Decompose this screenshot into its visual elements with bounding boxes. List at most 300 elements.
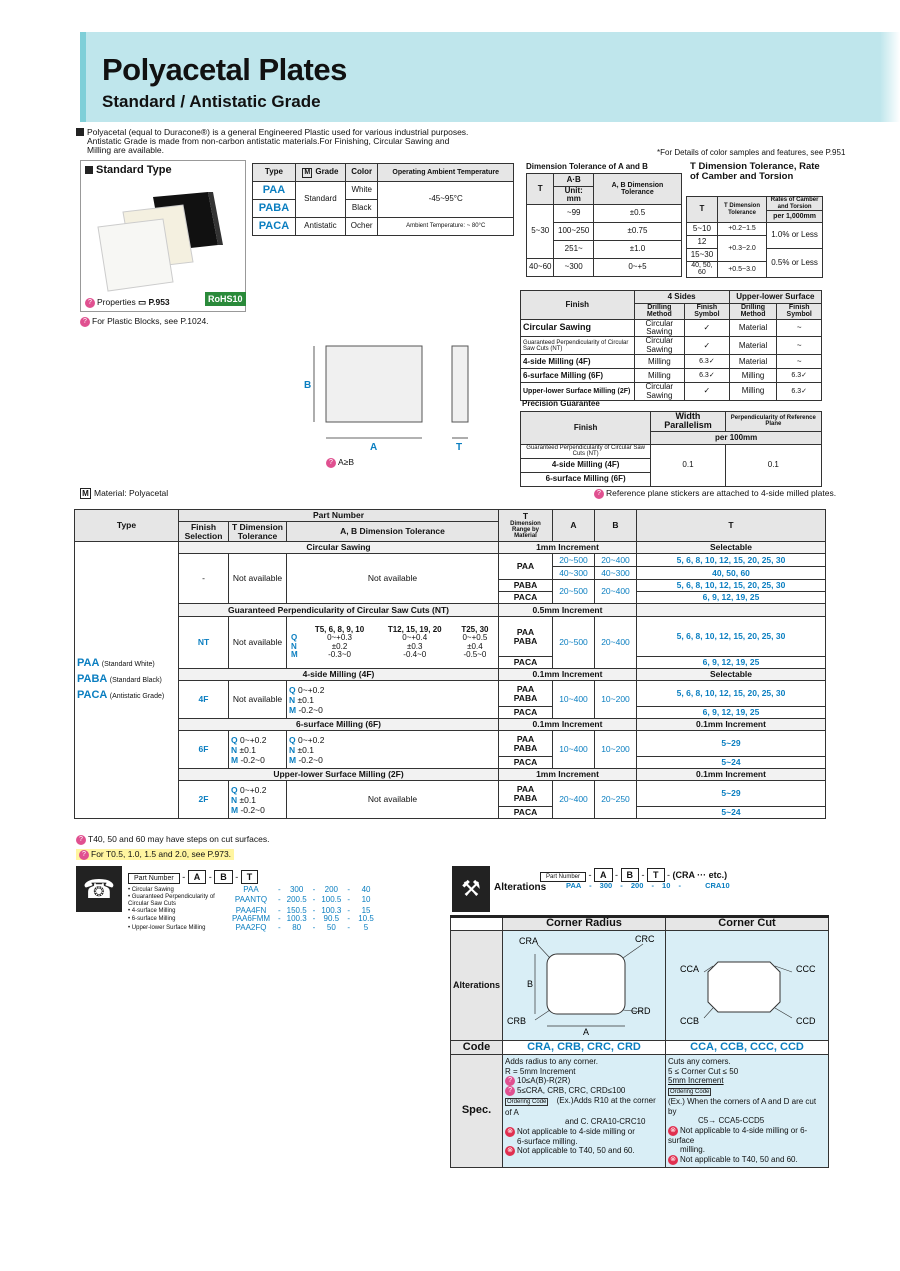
cca-label: CCA	[680, 964, 700, 975]
table-cell: • 4-surface Milling	[128, 908, 176, 915]
rohs-badge: RoHS10	[205, 292, 246, 306]
dim-a-label: A	[370, 442, 378, 453]
text-value: R = 5mm Increment	[505, 1066, 576, 1076]
text-value: PABA	[513, 792, 538, 803]
table-cell: Material	[729, 319, 777, 337]
text-value: (CRA ··· etc.)	[672, 870, 728, 880]
text-value: N	[289, 694, 296, 705]
table-cell: Upper-lower Surface Milling (2F)	[521, 383, 635, 401]
table-cell: 6F	[179, 731, 229, 769]
text-value: PABA	[513, 692, 538, 703]
table-cell: 15~30	[687, 249, 718, 262]
table-cell: Guaranteed Perpendicularity of Circular Saw Cuts (NT)	[521, 337, 635, 355]
page-title: Polyacetal Plates	[102, 52, 347, 87]
table-cell: ~	[777, 319, 822, 337]
text-value: T	[647, 868, 665, 882]
table-cell: 20~500	[553, 580, 595, 604]
table-cell	[229, 731, 287, 769]
table-cell: Milling	[634, 355, 685, 369]
text-value: M	[231, 754, 239, 765]
text-value: (Standard White)	[101, 661, 155, 668]
text-value: 0~+0.2	[240, 784, 267, 795]
order-examples-table	[126, 886, 380, 932]
table-cell: ✓	[685, 383, 730, 401]
text-value: ±0.1	[239, 794, 256, 805]
material-note	[80, 488, 168, 499]
text-value: PACA	[77, 689, 108, 701]
type-table	[252, 163, 514, 236]
table-cell	[229, 781, 287, 819]
table-cell: Circular Sawing	[521, 319, 635, 337]
table-cell: ±0.4	[467, 641, 483, 651]
crb-label: CRB	[507, 1016, 527, 1027]
text-value: -	[235, 872, 239, 882]
text-value: PAA	[77, 657, 100, 669]
table-cell: 4 Sides	[634, 291, 729, 304]
text-value: and C. CRA10-CRC10	[565, 1117, 646, 1126]
table-cell: ~300	[554, 258, 593, 276]
table-cell: T	[687, 197, 718, 223]
table-cell	[499, 617, 553, 657]
table-cell: 5~10	[687, 223, 718, 236]
text-value: A≥B	[338, 457, 355, 467]
table-cell: 6-surface Milling (6F)	[521, 369, 635, 383]
text-value: PAA	[516, 626, 535, 637]
ccc-label: CCC	[796, 964, 816, 975]
table-cell: 5~29	[637, 731, 826, 757]
table-cell: PACA	[253, 218, 296, 236]
table-cell: Finish	[521, 412, 651, 445]
table-cell: 20~400	[595, 554, 637, 567]
table-cell: Upper-lower Surface	[729, 291, 821, 304]
table-cell	[287, 731, 499, 769]
table-cell: PABA	[253, 200, 296, 218]
table-cell: 0.5mm Increment	[499, 604, 637, 617]
table-cell: Circular Sawing	[634, 383, 685, 401]
table-cell: PAA2FQ	[235, 922, 267, 932]
table-cell	[499, 781, 553, 807]
text-value: (Antistatic Grade)	[109, 693, 165, 700]
text-value: A	[594, 868, 613, 882]
table-cell: -	[347, 922, 351, 932]
text-value: B	[214, 870, 233, 884]
table-cell: -	[278, 905, 281, 915]
precision-note	[594, 488, 836, 499]
table-cell: 40	[361, 885, 371, 894]
text-value: PABA	[513, 742, 538, 753]
text-value: (Standard Black)	[109, 677, 162, 684]
text-value: 5 ≤ Corner Cut ≤ 50	[668, 1066, 739, 1076]
table-cell: 40, 50, 60	[637, 567, 826, 580]
table-cell: 6-surface Milling (6F)	[521, 472, 651, 486]
corner-radius-diagram	[505, 932, 663, 1036]
table-cell: +0.5~3.0	[717, 262, 766, 278]
text-value: 200	[630, 881, 644, 890]
table-cell: PACA	[499, 657, 553, 669]
note-thin-plates	[76, 849, 234, 860]
spec-corner-radius	[503, 1055, 666, 1168]
table-cell: 40~60	[527, 258, 554, 276]
crc-label: CRC	[635, 934, 655, 945]
diagram-a-label: A	[583, 1027, 590, 1037]
text-value: PAA	[516, 733, 535, 744]
order-header	[128, 870, 258, 884]
text-value: PABA	[77, 673, 108, 685]
text-value: Not applicable to T40, 50 and 60.	[517, 1146, 635, 1156]
table-cell: PAA	[243, 885, 259, 894]
note-icon: ?	[79, 850, 89, 860]
table-cell: 4-side Milling (4F)	[521, 355, 635, 369]
table-cell: • Upper-lower Surface Milling	[128, 924, 206, 931]
table-cell: 40~300	[553, 567, 595, 580]
text-value: ±0.1	[239, 744, 256, 755]
precision-table	[520, 411, 822, 487]
table-cell: 80	[292, 922, 302, 932]
bullet-square-icon	[76, 128, 84, 136]
dim-tol-table	[526, 173, 682, 277]
table-cell: Guaranteed Perpendicularity of Circular Saw Cuts (NT)	[179, 604, 499, 617]
table-cell: Spec.	[451, 1055, 503, 1168]
text-value: Standard Type	[96, 164, 172, 176]
table-cell: A, B Dimension Tolerance	[287, 522, 499, 542]
table-cell: 0~+5	[593, 258, 681, 276]
table-cell: -0.5~0	[463, 649, 487, 659]
table-cell: -0.4~0	[403, 649, 427, 659]
table-cell: Selectable	[637, 669, 826, 681]
m-mark-icon: M	[302, 168, 312, 178]
table-cell: 6, 9, 12, 19, 25	[637, 707, 826, 719]
table-cell: 100.3	[321, 905, 342, 915]
text-value: -	[182, 872, 186, 882]
table-cell: 90.5	[323, 914, 340, 924]
table-cell: -	[278, 885, 281, 894]
text-value: For T0.5, 1.0, 1.5 and 2.0, see P.973.	[91, 849, 232, 859]
table-cell: 20~400	[595, 580, 637, 604]
m-mark-icon: M	[80, 488, 91, 499]
text-value: Not applicable to 4-side milling or 6-surface	[668, 1125, 808, 1145]
table-cell: 50	[326, 922, 336, 932]
table-cell: 0.1	[725, 444, 821, 486]
text-value: 5mm Increment	[668, 1076, 724, 1085]
table-cell: 150.5	[286, 905, 307, 915]
table-cell: Drilling Method	[729, 304, 777, 320]
text-value: C5→ CCA5-CCD5	[698, 1116, 765, 1125]
table-cell: T Dimension Tolerance	[229, 522, 287, 542]
table-cell: Black	[345, 200, 378, 218]
table-cell: M	[291, 649, 298, 659]
text-value: Q	[289, 734, 296, 745]
text-value: ±0.1	[297, 744, 314, 755]
table-cell: 40, 50, 60	[687, 262, 718, 278]
text-value: PABA	[513, 635, 538, 646]
table-cell: -	[312, 914, 316, 924]
note-icon: ?	[85, 298, 95, 308]
table-cell: -	[278, 922, 281, 932]
table-cell: Circular Sawing	[179, 542, 499, 554]
ccb-label: CCB	[680, 1016, 700, 1027]
text-value: M	[289, 704, 297, 715]
table-cell: T	[637, 510, 826, 542]
note-icon: ?	[594, 489, 604, 499]
text-value: (Ex.) When the corners of A and D are cut by	[668, 1097, 817, 1116]
spec-corner-cut	[666, 1055, 829, 1168]
table-cell	[499, 510, 553, 542]
text-value: 5≤CRA, CRB, CRC, CRD≤100	[517, 1086, 626, 1096]
table-cell: Not available	[287, 781, 499, 819]
table-cell: PACA	[499, 707, 553, 719]
table-cell: 251~	[554, 240, 593, 258]
t-tol-title: T Dimension Tolerance, Rate of Camber and Torsion	[690, 161, 820, 182]
text-value: T	[241, 870, 259, 884]
table-cell: 5, 6, 8, 10, 12, 15, 20, 25, 30	[637, 681, 826, 707]
alterations-example: Part Number - A - B - T - (CRA ··· etc.)	[540, 868, 727, 882]
header-gradient	[880, 32, 900, 122]
table-cell: Upper-lower Surface Milling (2F)	[179, 769, 499, 781]
text-value: T40, 50 and 60 may have steps on cut surfaces.	[88, 834, 270, 844]
header-banner	[80, 32, 900, 122]
text-value: 0~+0.2	[240, 734, 267, 745]
note-steps	[76, 834, 269, 845]
table-cell: 100.3	[286, 914, 307, 924]
table-cell: 12	[687, 236, 718, 249]
table-cell: ~99	[554, 204, 593, 222]
table-cell: 0~+0.5	[462, 633, 488, 643]
table-cell: -	[278, 914, 281, 924]
table-cell: Q	[291, 633, 298, 643]
table-cell: PAANTQ	[234, 895, 268, 905]
table-cell: +0.3~2.0	[717, 236, 766, 262]
text-value: Milling are available.	[87, 145, 165, 155]
table-cell: 20~500	[553, 554, 595, 567]
table-cell: 0.1	[651, 444, 725, 486]
text-value: -0.2~0	[240, 804, 265, 815]
table-cell: 100.5	[321, 895, 342, 905]
crd-label: CRD	[631, 1006, 651, 1017]
table-cell: PACA	[499, 757, 553, 769]
table-cell: PAA6FMM	[231, 914, 271, 924]
table-cell: Operating Ambient Temperature	[378, 164, 514, 182]
table-cell: PAA	[253, 182, 296, 200]
table-cell: Not available	[229, 554, 287, 604]
table-cell: +0.2~1.5	[717, 223, 766, 236]
table-cell	[295, 164, 345, 182]
table-cell: 4-side Milling (4F)	[179, 669, 499, 681]
table-cell: • 6-surface Milling	[128, 916, 176, 923]
text-value: B	[621, 868, 640, 882]
text-value: Properties	[97, 297, 136, 307]
not-applicable-icon: ⊗	[505, 1127, 515, 1137]
table-cell: per 1,000mm	[767, 211, 823, 223]
table-cell: -	[312, 885, 316, 894]
table-cell: 20~400	[595, 617, 637, 669]
properties-page-link[interactable]: P.953	[148, 297, 170, 307]
table-cell: Type	[75, 510, 179, 542]
table-cell: Not available	[287, 554, 499, 604]
text-value: N	[231, 794, 238, 805]
text-value: 300	[599, 881, 613, 890]
text-value: Not applicable to T40, 50 and 60.	[680, 1154, 798, 1164]
table-cell: ~	[777, 355, 822, 369]
table-cell: -	[312, 895, 316, 905]
text-value: M	[289, 754, 297, 765]
table-cell: Color	[345, 164, 378, 182]
text-value: N	[289, 744, 296, 755]
alterations-title: Alterations	[494, 882, 547, 893]
table-cell: Material	[729, 355, 777, 369]
text-value: Q	[231, 734, 238, 745]
precision-title: Precision Guarantee	[522, 399, 600, 408]
standard-type-box: Standard Type ? Properties ▭ P.953 RoHS10	[80, 160, 246, 312]
text-value: T	[522, 510, 529, 521]
table-cell: 300	[289, 885, 304, 894]
table-cell: Finish Selection	[179, 522, 229, 542]
table-cell: Finish Symbol	[777, 304, 822, 320]
table-cell: CRA, CRB, CRC, CRD	[503, 1041, 666, 1055]
table-cell: PACA	[499, 592, 553, 604]
table-cell: 5, 6, 8, 10, 12, 15, 20, 25, 30	[637, 580, 826, 592]
table-cell: Alterations	[451, 931, 503, 1041]
table-cell: -	[179, 554, 229, 604]
table-cell: A	[553, 510, 595, 542]
table-cell: 6, 9, 12, 19, 25	[637, 657, 826, 669]
table-cell: Perpendicularity of Reference Plane	[725, 412, 821, 432]
note-icon: ?	[505, 1076, 515, 1086]
table-cell: Width Parallelism	[651, 412, 725, 432]
table-cell: Ambient Temperature: ~ 80°C	[378, 218, 514, 236]
text-value: 0~+0.2	[298, 734, 325, 745]
table-cell: 20~500	[553, 617, 595, 669]
dim-b-label: B	[304, 380, 312, 391]
intro-text	[76, 128, 476, 155]
text-value: Q	[231, 784, 238, 795]
table-cell: -	[347, 895, 351, 905]
table-cell: Selectable	[637, 542, 826, 554]
table-cell: ±0.2	[331, 641, 348, 651]
table-cell: 5, 6, 8, 10, 12, 15, 20, 25, 30	[637, 554, 826, 567]
table-cell: • Circular Sawing	[128, 887, 174, 894]
note-icon: ?	[80, 317, 90, 327]
text-value: (Ex.)Adds R10 at the corner of A	[505, 1096, 656, 1117]
table-cell: Unit: mm	[554, 187, 593, 205]
note-icon: ?	[326, 458, 336, 468]
table-cell: -	[347, 914, 351, 924]
text-value: Not applicable to 4-side milling or	[517, 1126, 635, 1136]
table-cell: 200.5	[286, 895, 307, 905]
table-cell: Standard	[295, 182, 345, 218]
table-cell: 6.3✓	[777, 369, 822, 383]
table-cell: CCA, CCB, CCC, CCD	[666, 1041, 829, 1055]
note-icon: ?	[76, 835, 86, 845]
table-cell: ±0.3	[406, 641, 423, 651]
table-cell: -45~95°C	[378, 182, 514, 218]
text-value: -0.2~0	[298, 704, 323, 715]
table-cell: PAA4FN	[235, 905, 267, 915]
alterations-example-values: PAA - 300 - 200 - 10 - CRA10	[566, 881, 730, 890]
table-cell: Material	[729, 337, 777, 355]
table-cell: 5~24	[637, 807, 826, 819]
text-value: M	[231, 804, 239, 815]
text-value: 10≤A(B)-R(2R)	[517, 1076, 571, 1086]
table-cell: 1mm Increment	[499, 542, 637, 554]
table-cell: Part Number	[179, 510, 499, 522]
text-value: Part Number	[540, 872, 586, 882]
table-cell: Corner Cut	[666, 917, 829, 931]
table-cell: per 100mm	[651, 431, 822, 444]
table-cell: 10.5	[358, 914, 374, 924]
table-cell: 0.1mm Increment	[637, 719, 826, 731]
dim-t-label: T	[456, 442, 463, 453]
table-cell: 15	[361, 905, 371, 915]
table-cell: 5, 6, 8, 10, 12, 15, 20, 25, 30	[637, 617, 826, 657]
cra-label: CRA	[519, 936, 539, 947]
table-cell: 6.3✓	[685, 369, 730, 383]
table-cell: Circular Sawing	[634, 337, 685, 355]
text-value: 10	[662, 881, 671, 890]
table-cell: • Guaranteed Perpendicularity of Circular Saw Cuts	[128, 894, 215, 907]
text-value: Ordering Code	[507, 1099, 547, 1105]
table-cell: 5~30	[527, 204, 554, 258]
table-cell: Ocher	[345, 218, 378, 236]
main-part-table	[74, 509, 826, 819]
text-value: For Plastic Blocks, see P.1024.	[92, 316, 209, 326]
table-cell: -	[312, 905, 316, 915]
table-cell: Milling	[634, 369, 685, 383]
table-cell: -	[347, 905, 351, 915]
plates-image	[93, 187, 243, 297]
table-cell	[499, 731, 553, 757]
table-cell: 200	[324, 885, 339, 894]
table-cell: 1.0% or Less	[767, 223, 823, 249]
table-cell	[287, 681, 499, 719]
bullet-square-icon	[85, 166, 93, 174]
not-applicable-icon: ⊗	[668, 1155, 678, 1165]
table-cell: NT	[179, 617, 229, 669]
table-cell	[637, 604, 826, 617]
text-value: -0.2~0	[240, 754, 265, 765]
t-tol-table	[686, 196, 823, 278]
table-cell: ±1.0	[593, 240, 681, 258]
table-cell: Finish	[521, 291, 635, 320]
note-icon: ?	[505, 1086, 515, 1096]
table-cell: A, B Dimension Tolerance	[593, 174, 681, 205]
table-cell: -	[312, 922, 316, 932]
table-cell: 10~200	[595, 681, 637, 719]
text-value: Polyacetal (equal to Duracone®) is a general Engineered Plastic used for various industrial purposes.	[87, 127, 469, 137]
table-cell: 0~+0.4	[402, 633, 428, 643]
text-value: Part Number	[128, 873, 180, 884]
table-cell: Circular Sawing	[634, 319, 685, 337]
text-value: Q	[289, 684, 296, 695]
text-value: CRA10	[705, 881, 730, 890]
table-cell: ±0.5	[593, 204, 681, 222]
table-cell: 0~+0.3	[327, 633, 352, 643]
table-cell: T25, 30	[461, 624, 489, 634]
text-value: 0~+0.2	[298, 684, 325, 695]
table-cell: ✓	[685, 337, 730, 355]
table-cell: PACA	[499, 807, 553, 819]
table-cell: Milling	[729, 383, 777, 401]
alterations-table	[450, 915, 829, 1168]
table-cell: 10~400	[553, 731, 595, 769]
text-value: Ordering Code	[670, 1088, 710, 1095]
table-cell: Milling	[729, 369, 777, 383]
table-cell: 5~29	[637, 781, 826, 807]
table-cell: 5~24	[637, 757, 826, 769]
table-cell: Not available	[229, 681, 287, 719]
corner-cut-diagram	[668, 932, 826, 1036]
text-value: 6-surface milling.	[517, 1136, 578, 1146]
page-subtitle: Standard / Antistatic Grade	[102, 92, 321, 111]
